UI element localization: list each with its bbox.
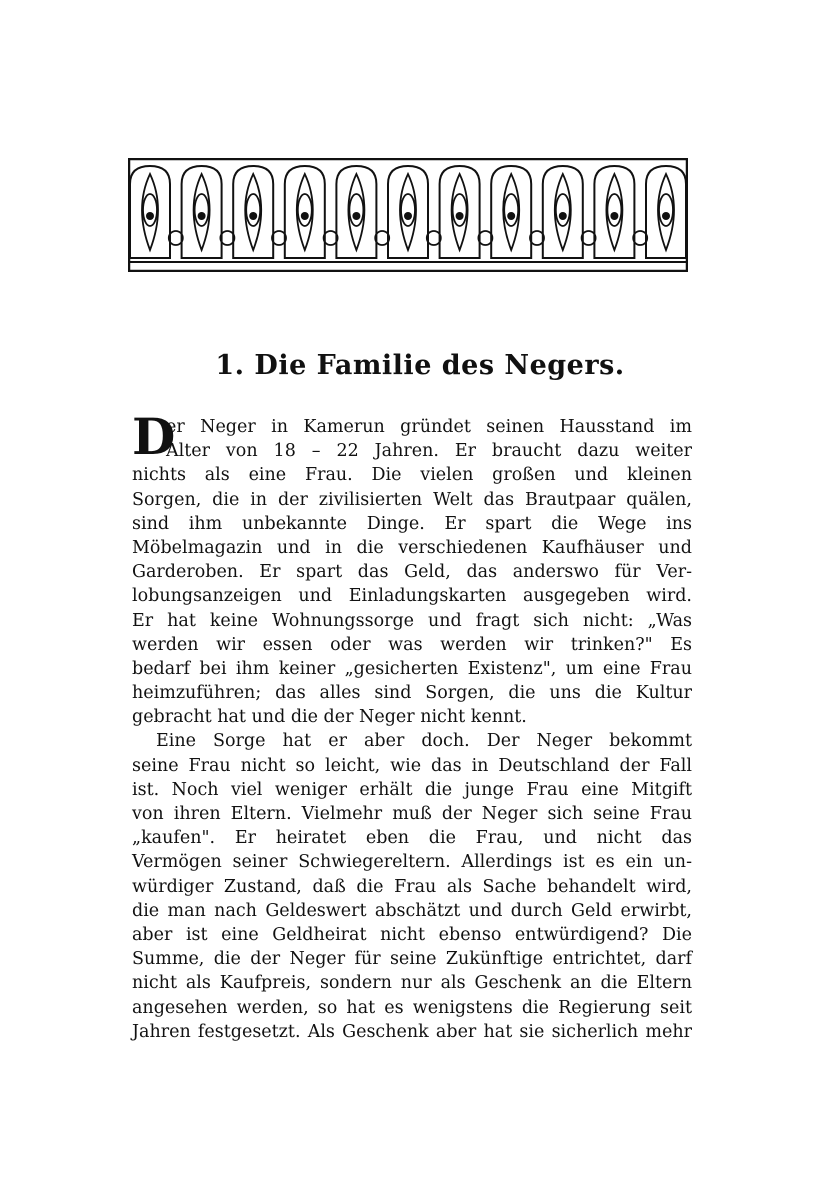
ornament-eye [504,194,518,226]
text-line: Vermögen seiner Schwiegereltern. Allerdings ist es ein un- [132,852,692,873]
ornament-eye [246,194,260,226]
ornament-eye [143,194,157,226]
ornament-dot [610,212,618,220]
ornament-dot [249,212,257,220]
text-line: „kaufen". Er heiratet eben die Frau, und nicht das [132,828,692,849]
ornament-eye [195,194,209,226]
ornament-eye [349,194,363,226]
text-line: ist. Noch viel weniger erhält die junge Frau eine Mitgift [132,779,692,800]
text-line: Summe, die der Neger für seine Zukünftige entrichtet, darf [132,949,692,970]
decorative-ornament-border [128,158,688,272]
text-line: nichts als eine Frau. Die vielen großen und kleinen [132,465,692,486]
text-line: Jahren festgesetzt. Als Geschenk aber hat sie sicherlich mehr [132,1021,692,1042]
text-line: gebracht hat und die der Neger nicht kennt. [132,707,527,728]
text-line: er Neger in Kamerun gründet seinen Hausstand im [166,417,692,437]
ornament-dot [198,212,206,220]
text-line: nicht als Kaufpreis, sondern nur als Geschenk an die Eltern [132,973,692,994]
ornament-eye [453,194,467,226]
text-line: heimzuführen; das alles sind Sorgen, die uns die Kultur [132,683,692,704]
text-line: aber ist eine Geldheirat nicht ebenso entwürdigend? Die [132,924,692,945]
ornament-dot [456,212,464,220]
text-line: von ihren Eltern. Vielmehr muß der Neger sich seine Frau [132,804,692,824]
text-line: würdiger Zustand, daß die Frau als Sache behandelt wird, [132,876,692,897]
text-line: Er hat keine Wohnungssorge und fragt sich nicht: „Was [132,610,692,631]
ornament-dot [662,212,670,220]
body-text [132,415,692,1044]
text-line: angesehen werden, so hat es wenigstens die Regierung seit [132,997,692,1018]
text-line: Garderoben. Er spart das Geld, das anderswo für Ver- [132,562,692,583]
ornament-dot [559,212,567,220]
ornament-dot [352,212,360,220]
text-line: werden wir essen oder was werden wir trinken?" Es [132,634,692,655]
drop-cap: D [132,407,176,466]
text-line: die man nach Geldeswert abschätzt und durch Geld erwirbt, [132,900,692,921]
text-line: lobungsanzeigen und Einladungskarten ausgegeben wird. [132,586,692,607]
text-line: Möbelmagazin und in die verschiedenen Kaufhäuser und [132,537,692,558]
ornament-dot [301,212,309,220]
ornament-eye [659,194,673,226]
text-line: bedarf bei ihm keiner „gesicherten Existenz", um eine Frau [132,658,692,679]
text-line: sind ihm unbekannte Dinge. Er spart die Wege ins [132,513,692,534]
ornament-eye [556,194,570,226]
ornament-eye [607,194,621,226]
text-line: Alter von 18 – 22 Jahren. Er braucht dazu weiter [166,441,692,462]
text-line: seine Frau nicht so leicht, wie das in Deutschland der Fall [132,755,692,776]
ornament-dot [507,212,515,220]
ornament-eye [298,194,312,226]
ornament-eye [401,194,415,226]
text-line: Eine Sorge hat er aber doch. Der Neger bekommt [156,731,692,752]
ornament-dot [404,212,412,220]
text-line: Sorgen, die in der zivilisierten Welt das Brautpaar quälen, [132,489,692,510]
ornament-dot [146,212,154,220]
chapter-title: 1. Die Familie des Negers. [215,350,625,381]
